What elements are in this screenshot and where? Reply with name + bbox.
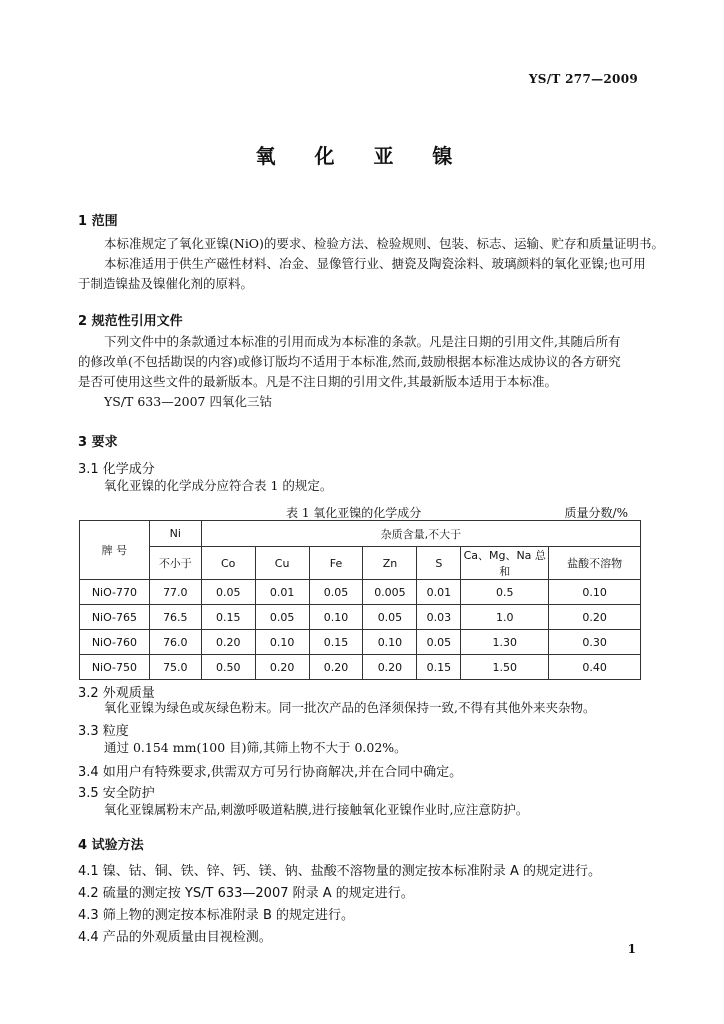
section-3-2-heading: 3.2 外观质量 — [78, 686, 155, 701]
cell-ca-mg-na: 1.30 — [461, 630, 549, 655]
cell-s: 0.03 — [417, 605, 461, 630]
section-3-5-text: 氧化亚镍属粉末产品,刺激呼吸道粘膜,进行接触氧化亚镍作业时,应注意防护。 — [104, 802, 529, 817]
header-grade: 牌 号 — [80, 521, 150, 580]
cell-fe: 0.10 — [309, 605, 363, 630]
header-zn: Zn — [363, 547, 417, 580]
cell-grade: NiO-760 — [80, 630, 150, 655]
cell-fe: 0.20 — [309, 655, 363, 680]
cell-s: 0.05 — [417, 630, 461, 655]
header-fe: Fe — [309, 547, 363, 580]
cell-co: 0.20 — [201, 630, 255, 655]
cell-ca-mg-na: 1.0 — [461, 605, 549, 630]
cell-fe: 0.15 — [309, 630, 363, 655]
cell-grade: NiO-750 — [80, 655, 150, 680]
cell-co: 0.50 — [201, 655, 255, 680]
section-2-heading: 2 规范性引用文件 — [78, 314, 183, 329]
cell-zn: 0.10 — [363, 630, 417, 655]
section-3-3-heading: 3.3 粒度 — [78, 724, 129, 739]
section-1-heading: 1 范围 — [78, 214, 118, 229]
header-ni-min: 不小于 — [149, 547, 201, 580]
section-4-3: 4.3 筛上物的测定按本标准附录 B 的规定进行。 — [78, 908, 354, 923]
page-number: 1 — [627, 942, 636, 956]
cell-grade: NiO-770 — [80, 580, 150, 605]
document-code: YS/T 277—2009 — [528, 72, 638, 86]
document-title: 氧 化 亚 镍 — [255, 144, 469, 168]
cell-zn: 0.05 — [363, 605, 417, 630]
section-2-line-1: 下列文件中的条款通过本标准的引用而成为本标准的条款。凡是注日期的引用文件,其随后所有 — [104, 334, 621, 349]
table-unit: 质量分数/% — [564, 506, 628, 520]
cell-cu: 0.10 — [255, 630, 309, 655]
cell-co: 0.15 — [201, 605, 255, 630]
section-4-2: 4.2 硫量的测定按 YS/T 633—2007 附录 A 的规定进行。 — [78, 886, 414, 901]
section-3-2-text: 氧化亚镍为绿色或灰绿色粉末。同一批次产品的色泽须保持一致,不得有其他外来夹杂物。 — [104, 700, 596, 715]
section-3-5-heading: 3.5 安全防护 — [78, 786, 155, 801]
header-ni: Ni — [149, 521, 201, 547]
cell-hcl-insoluble: 0.40 — [549, 655, 641, 680]
cell-ca-mg-na: 1.50 — [461, 655, 549, 680]
cell-s: 0.15 — [417, 655, 461, 680]
section-4-1: 4.1 镍、钴、铜、铁、锌、钙、镁、钠、盐酸不溶物量的测定按本标准附录 A 的规定进行。 — [78, 864, 601, 879]
chemical-composition-table — [79, 520, 641, 680]
cell-cu: 0.20 — [255, 655, 309, 680]
section-2-line-2: 的修改单(不包括勘误的内容)或修订版均不适用于本标准,然而,鼓励根据本标准达成协议的各方研究 — [78, 354, 621, 369]
cell-grade: NiO-765 — [80, 605, 150, 630]
cell-hcl-insoluble: 0.30 — [549, 630, 641, 655]
section-3-4-text: 3.4 如用户有特殊要求,供需双方可另行协商解决,并在合同中确定。 — [78, 765, 463, 780]
section-2-reference: YS/T 633—2007 四氧化三钴 — [104, 394, 272, 409]
section-3-1-text: 氧化亚镍的化学成分应符合表 1 的规定。 — [104, 478, 333, 493]
cell-ni: 76.0 — [149, 630, 201, 655]
cell-ni: 76.5 — [149, 605, 201, 630]
cell-fe: 0.05 — [309, 580, 363, 605]
section-1-para-2-line-2: 于制造镍盐及镍催化剂的原料。 — [78, 276, 254, 291]
header-hcl-insoluble: 盐酸不溶物 — [549, 547, 641, 580]
cell-hcl-insoluble: 0.10 — [549, 580, 641, 605]
table-row — [80, 630, 641, 655]
table-row — [80, 655, 641, 680]
header-impurity: 杂质含量,不大于 — [201, 521, 640, 547]
section-1-body — [78, 234, 664, 294]
table-caption: 表 1 氧化亚镍的化学成分 — [286, 506, 422, 520]
section-4-heading: 4 试验方法 — [78, 838, 144, 853]
section-1-para-1: 本标准规定了氧化亚镍(NiO)的要求、检验方法、检验规则、包装、标志、运输、贮存和质量证明书。 — [104, 236, 664, 251]
cell-hcl-insoluble: 0.20 — [549, 605, 641, 630]
section-2-body — [78, 332, 638, 412]
section-4-4: 4.4 产品的外观质量由目视检测。 — [78, 930, 272, 945]
cell-zn: 0.20 — [363, 655, 417, 680]
table-row — [80, 605, 641, 630]
cell-ni: 75.0 — [149, 655, 201, 680]
cell-zn: 0.005 — [363, 580, 417, 605]
header-cu: Cu — [255, 547, 309, 580]
section-3-heading: 3 要求 — [78, 435, 118, 450]
section-3-1-heading: 3.1 化学成分 — [78, 462, 155, 477]
cell-cu: 0.01 — [255, 580, 309, 605]
table-row — [80, 580, 641, 605]
section-3-3-text: 通过 0.154 mm(100 目)筛,其筛上物不大于 0.02%。 — [104, 740, 407, 755]
header-s: S — [417, 547, 461, 580]
header-ca-mg-na: Ca、Mg、Na 总和 — [461, 547, 549, 580]
cell-cu: 0.05 — [255, 605, 309, 630]
section-2-line-3: 是否可使用这些文件的最新版本。凡是不注日期的引用文件,其最新版本适用于本标准。 — [78, 374, 557, 389]
section-1-para-2-line-1: 本标准适用于供生产磁性材料、冶金、显像管行业、搪瓷及陶瓷涂料、玻璃颜料的氧化亚镍;也可用 — [104, 256, 646, 271]
header-co: Co — [201, 547, 255, 580]
cell-ni: 77.0 — [149, 580, 201, 605]
cell-co: 0.05 — [201, 580, 255, 605]
cell-ca-mg-na: 0.5 — [461, 580, 549, 605]
cell-s: 0.01 — [417, 580, 461, 605]
